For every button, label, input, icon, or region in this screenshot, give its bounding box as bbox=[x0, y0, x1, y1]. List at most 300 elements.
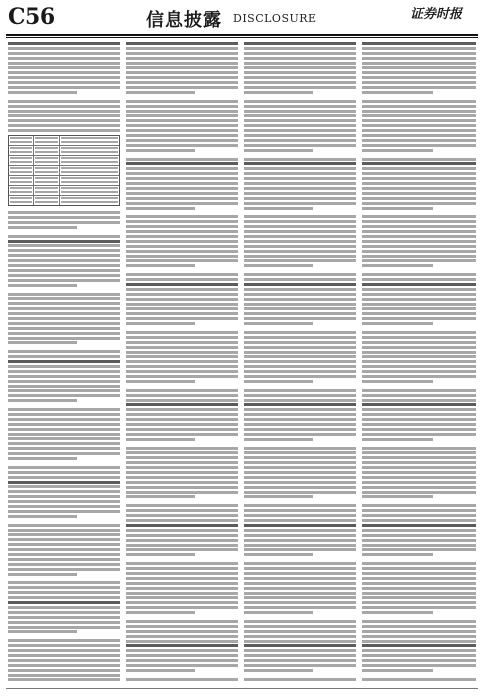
text-line bbox=[8, 664, 120, 667]
text-line bbox=[126, 635, 238, 638]
text-line bbox=[126, 202, 238, 205]
text-line bbox=[8, 293, 120, 296]
text-line bbox=[244, 413, 356, 416]
text-line bbox=[8, 452, 120, 455]
text-line bbox=[126, 504, 238, 507]
text-line bbox=[8, 490, 120, 493]
text-line bbox=[8, 538, 120, 541]
text-line bbox=[362, 447, 476, 450]
text-line bbox=[8, 322, 120, 325]
text-line bbox=[126, 524, 238, 527]
text-line bbox=[362, 134, 476, 137]
text-line bbox=[244, 408, 356, 411]
text-line bbox=[362, 567, 476, 570]
text-line bbox=[8, 581, 120, 584]
text-line bbox=[244, 192, 356, 195]
text-line bbox=[362, 264, 433, 267]
text-line bbox=[126, 486, 238, 489]
text-line bbox=[362, 451, 476, 454]
text-line bbox=[8, 240, 120, 243]
text-line bbox=[244, 380, 313, 383]
text-line bbox=[126, 62, 238, 65]
text-line bbox=[8, 573, 77, 576]
text-line bbox=[362, 644, 476, 647]
text-line bbox=[244, 504, 356, 507]
text-line bbox=[362, 572, 476, 575]
text-line bbox=[8, 626, 120, 629]
text-line bbox=[362, 669, 433, 672]
text-line bbox=[8, 341, 77, 344]
text-line bbox=[8, 47, 120, 50]
text-line bbox=[244, 331, 356, 334]
text-line bbox=[126, 167, 238, 170]
text-line bbox=[126, 351, 238, 354]
text-line bbox=[8, 129, 120, 132]
text-line bbox=[126, 293, 238, 296]
text-line bbox=[362, 139, 476, 142]
text-line bbox=[126, 192, 238, 195]
text-line bbox=[8, 380, 120, 383]
text-line bbox=[244, 288, 356, 291]
text-line bbox=[244, 264, 313, 267]
text-line bbox=[244, 114, 356, 117]
text-line bbox=[362, 403, 476, 406]
text-line bbox=[8, 548, 120, 551]
text-line bbox=[8, 533, 120, 536]
text-line bbox=[244, 370, 356, 373]
text-line bbox=[126, 144, 238, 147]
text-line bbox=[126, 250, 238, 253]
text-line bbox=[362, 346, 476, 349]
text-line bbox=[8, 312, 120, 315]
text-line bbox=[244, 428, 356, 431]
text-line bbox=[362, 225, 476, 228]
text-line bbox=[244, 303, 356, 306]
text-line bbox=[8, 365, 120, 368]
text-line bbox=[244, 451, 356, 454]
text-line bbox=[126, 394, 238, 397]
text-line bbox=[8, 447, 120, 450]
text-line bbox=[362, 312, 476, 315]
text-line bbox=[244, 215, 356, 218]
text-line bbox=[362, 664, 476, 667]
footer-rule bbox=[6, 688, 478, 689]
text-line bbox=[126, 611, 195, 614]
text-line bbox=[8, 669, 120, 672]
text-line bbox=[362, 66, 476, 69]
text-line bbox=[126, 562, 238, 565]
text-line bbox=[8, 307, 120, 310]
text-line bbox=[8, 355, 120, 358]
text-line bbox=[362, 592, 476, 595]
text-line bbox=[362, 553, 433, 556]
text-line bbox=[362, 504, 476, 507]
text-line bbox=[126, 418, 238, 421]
text-line bbox=[362, 351, 476, 354]
text-line bbox=[362, 466, 476, 469]
text-line bbox=[244, 255, 356, 258]
text-line bbox=[126, 187, 238, 190]
text-line bbox=[362, 514, 476, 517]
text-line bbox=[126, 303, 238, 306]
text-line bbox=[362, 76, 476, 79]
text-line bbox=[8, 211, 120, 214]
text-line bbox=[8, 385, 120, 388]
text-line bbox=[126, 220, 238, 223]
text-line bbox=[126, 230, 238, 233]
text-line bbox=[126, 630, 238, 633]
text-line bbox=[244, 240, 356, 243]
text-line bbox=[8, 254, 120, 257]
text-line bbox=[8, 269, 120, 272]
text-line bbox=[362, 548, 476, 551]
text-line bbox=[362, 215, 476, 218]
text-line bbox=[362, 606, 476, 609]
text-line bbox=[362, 509, 476, 512]
text-line bbox=[8, 649, 120, 652]
text-line bbox=[244, 66, 356, 69]
text-line bbox=[244, 341, 356, 344]
text-line bbox=[126, 355, 238, 358]
text-line bbox=[8, 244, 120, 247]
text-line bbox=[126, 341, 238, 344]
text-line bbox=[126, 403, 238, 406]
text-line bbox=[362, 654, 476, 657]
text-line bbox=[362, 601, 476, 604]
text-column-4 bbox=[362, 42, 476, 682]
text-line bbox=[362, 182, 476, 185]
text-line bbox=[8, 119, 120, 122]
text-line bbox=[362, 389, 476, 392]
text-line bbox=[8, 100, 120, 103]
text-line bbox=[244, 466, 356, 469]
text-line bbox=[362, 399, 476, 402]
text-line bbox=[244, 177, 356, 180]
text-line bbox=[244, 394, 356, 397]
text-line bbox=[126, 255, 238, 258]
text-line bbox=[244, 293, 356, 296]
text-line bbox=[362, 307, 476, 310]
text-line bbox=[244, 640, 356, 643]
text-line bbox=[244, 620, 356, 623]
text-line bbox=[126, 471, 238, 474]
text-line bbox=[8, 606, 120, 609]
text-line bbox=[362, 413, 476, 416]
text-line bbox=[8, 471, 120, 474]
text-line bbox=[244, 582, 356, 585]
text-line bbox=[244, 539, 356, 542]
text-line bbox=[244, 47, 356, 50]
text-line bbox=[126, 245, 238, 248]
text-line bbox=[362, 620, 476, 623]
text-line bbox=[362, 124, 476, 127]
embedded-table bbox=[8, 135, 120, 206]
text-line bbox=[8, 529, 120, 532]
text-line bbox=[126, 659, 238, 662]
text-line bbox=[126, 654, 238, 657]
text-line bbox=[244, 481, 356, 484]
text-line bbox=[244, 76, 356, 79]
text-line bbox=[126, 456, 238, 459]
text-line bbox=[8, 42, 120, 45]
text-line bbox=[244, 273, 356, 276]
text-line bbox=[8, 71, 120, 74]
text-line bbox=[244, 283, 356, 286]
text-line bbox=[244, 312, 356, 315]
text-line bbox=[126, 47, 238, 50]
text-line bbox=[8, 81, 120, 84]
text-line bbox=[244, 534, 356, 537]
text-line bbox=[362, 259, 476, 262]
text-line bbox=[362, 582, 476, 585]
text-line bbox=[8, 317, 120, 320]
text-line bbox=[244, 105, 356, 108]
text-line bbox=[126, 283, 238, 286]
text-line bbox=[362, 524, 476, 527]
text-line bbox=[244, 182, 356, 185]
text-line bbox=[126, 298, 238, 301]
text-line bbox=[244, 476, 356, 479]
text-line bbox=[244, 81, 356, 84]
text-line bbox=[244, 134, 356, 137]
text-line bbox=[244, 596, 356, 599]
text-line bbox=[244, 129, 356, 132]
text-line bbox=[8, 274, 120, 277]
text-line bbox=[244, 225, 356, 228]
text-line bbox=[244, 389, 356, 392]
text-line bbox=[8, 423, 120, 426]
text-line bbox=[244, 167, 356, 170]
text-line bbox=[8, 360, 120, 363]
text-line bbox=[362, 192, 476, 195]
text-line bbox=[126, 149, 195, 152]
text-line bbox=[362, 114, 476, 117]
text-line bbox=[126, 259, 238, 262]
text-line bbox=[8, 114, 120, 117]
text-line bbox=[8, 226, 77, 229]
text-line bbox=[362, 220, 476, 223]
text-line bbox=[244, 447, 356, 450]
text-line bbox=[8, 394, 120, 397]
text-line bbox=[244, 71, 356, 74]
text-line bbox=[244, 423, 356, 426]
text-line bbox=[244, 630, 356, 633]
text-line bbox=[8, 611, 120, 614]
text-line bbox=[362, 255, 476, 258]
text-line bbox=[244, 86, 356, 89]
text-line bbox=[362, 62, 476, 65]
text-line bbox=[8, 630, 77, 633]
text-line bbox=[244, 418, 356, 421]
text-line bbox=[8, 596, 120, 599]
text-line bbox=[8, 370, 120, 373]
text-line bbox=[362, 162, 476, 165]
text-line bbox=[362, 158, 476, 161]
text-line bbox=[244, 139, 356, 142]
text-line bbox=[126, 572, 238, 575]
text-line bbox=[244, 202, 356, 205]
text-line bbox=[362, 81, 476, 84]
text-line bbox=[244, 355, 356, 358]
text-line bbox=[244, 110, 356, 113]
text-line bbox=[126, 139, 238, 142]
text-line bbox=[126, 428, 238, 431]
text-line bbox=[244, 664, 356, 667]
text-line bbox=[244, 491, 356, 494]
text-line bbox=[244, 553, 313, 556]
text-line bbox=[244, 635, 356, 638]
text-line bbox=[126, 601, 238, 604]
text-line bbox=[8, 105, 120, 108]
text-line bbox=[362, 649, 476, 652]
text-line bbox=[362, 481, 476, 484]
text-line bbox=[126, 110, 238, 113]
text-line bbox=[244, 399, 356, 402]
text-line bbox=[8, 510, 120, 513]
text-line bbox=[244, 509, 356, 512]
text-line bbox=[126, 172, 238, 175]
text-line bbox=[8, 553, 120, 556]
header-rule-thin bbox=[6, 37, 478, 38]
text-line bbox=[126, 447, 238, 450]
text-line bbox=[126, 177, 238, 180]
text-line bbox=[126, 567, 238, 570]
text-line bbox=[126, 71, 238, 74]
text-line bbox=[8, 52, 120, 55]
text-line bbox=[362, 331, 476, 334]
text-line bbox=[126, 360, 238, 363]
text-line bbox=[244, 456, 356, 459]
text-line bbox=[126, 86, 238, 89]
text-line bbox=[8, 62, 120, 65]
text-line bbox=[244, 625, 356, 628]
text-line bbox=[8, 639, 120, 642]
text-line bbox=[126, 124, 238, 127]
text-line bbox=[126, 278, 238, 281]
text-line bbox=[126, 273, 238, 276]
text-line bbox=[126, 514, 238, 517]
text-line bbox=[126, 317, 238, 320]
text-line bbox=[244, 659, 356, 662]
text-line bbox=[126, 664, 238, 667]
text-line bbox=[126, 197, 238, 200]
text-line bbox=[8, 86, 120, 89]
text-line bbox=[244, 62, 356, 65]
text-line bbox=[362, 611, 433, 614]
text-column-1 bbox=[8, 42, 120, 682]
text-line bbox=[8, 124, 120, 127]
text-line bbox=[362, 544, 476, 547]
text-line bbox=[126, 433, 238, 436]
newspaper-logo: 证券时报 bbox=[410, 7, 463, 22]
text-line bbox=[244, 322, 313, 325]
text-line bbox=[244, 298, 356, 301]
text-line bbox=[8, 481, 120, 484]
text-line bbox=[244, 654, 356, 657]
text-line bbox=[126, 225, 238, 228]
text-line bbox=[126, 322, 195, 325]
text-line bbox=[8, 66, 120, 69]
text-line bbox=[362, 394, 476, 397]
text-line bbox=[362, 476, 476, 479]
text-line bbox=[126, 42, 238, 45]
text-line bbox=[244, 207, 313, 210]
text-line bbox=[362, 596, 476, 599]
text-line bbox=[244, 144, 356, 147]
text-line bbox=[244, 158, 356, 161]
text-line bbox=[126, 544, 238, 547]
text-line bbox=[8, 279, 120, 282]
text-line bbox=[126, 606, 238, 609]
text-line bbox=[362, 187, 476, 190]
text-line bbox=[244, 403, 356, 406]
text-line bbox=[244, 365, 356, 368]
text-line bbox=[8, 297, 120, 300]
text-line bbox=[244, 577, 356, 580]
text-line bbox=[126, 235, 238, 238]
text-line bbox=[8, 558, 120, 561]
text-line bbox=[126, 119, 238, 122]
text-line bbox=[8, 543, 120, 546]
text-line bbox=[362, 408, 476, 411]
text-line bbox=[244, 649, 356, 652]
text-line bbox=[126, 491, 238, 494]
text-line bbox=[8, 505, 120, 508]
text-line bbox=[362, 438, 433, 441]
text-line bbox=[362, 250, 476, 253]
text-line bbox=[362, 380, 433, 383]
text-line bbox=[244, 230, 356, 233]
text-line bbox=[362, 57, 476, 60]
text-line bbox=[126, 592, 238, 595]
text-line bbox=[8, 433, 120, 436]
text-line bbox=[126, 81, 238, 84]
text-line bbox=[244, 567, 356, 570]
text-line bbox=[126, 577, 238, 580]
text-line bbox=[244, 91, 313, 94]
text-line bbox=[362, 495, 433, 498]
text-line bbox=[126, 461, 238, 464]
text-line bbox=[362, 91, 433, 94]
text-line bbox=[362, 534, 476, 537]
text-line bbox=[126, 91, 195, 94]
text-line bbox=[362, 52, 476, 55]
text-line bbox=[362, 360, 476, 363]
section-title-en: DISCLOSURE bbox=[233, 12, 317, 25]
text-line bbox=[126, 346, 238, 349]
text-line bbox=[362, 635, 476, 638]
text-line bbox=[244, 461, 356, 464]
text-line bbox=[126, 375, 238, 378]
text-line bbox=[244, 433, 356, 436]
text-line bbox=[362, 418, 476, 421]
text-line bbox=[8, 457, 77, 460]
text-line bbox=[8, 442, 120, 445]
text-line bbox=[126, 134, 238, 137]
text-line bbox=[362, 197, 476, 200]
text-line bbox=[126, 649, 238, 652]
text-line bbox=[126, 438, 195, 441]
text-line bbox=[362, 562, 476, 565]
text-line bbox=[126, 129, 238, 132]
text-line bbox=[244, 514, 356, 517]
text-line bbox=[8, 408, 120, 411]
text-line bbox=[362, 144, 476, 147]
text-line bbox=[362, 167, 476, 170]
text-line bbox=[244, 524, 356, 527]
masthead bbox=[0, 0, 484, 38]
text-column-3 bbox=[244, 42, 356, 682]
